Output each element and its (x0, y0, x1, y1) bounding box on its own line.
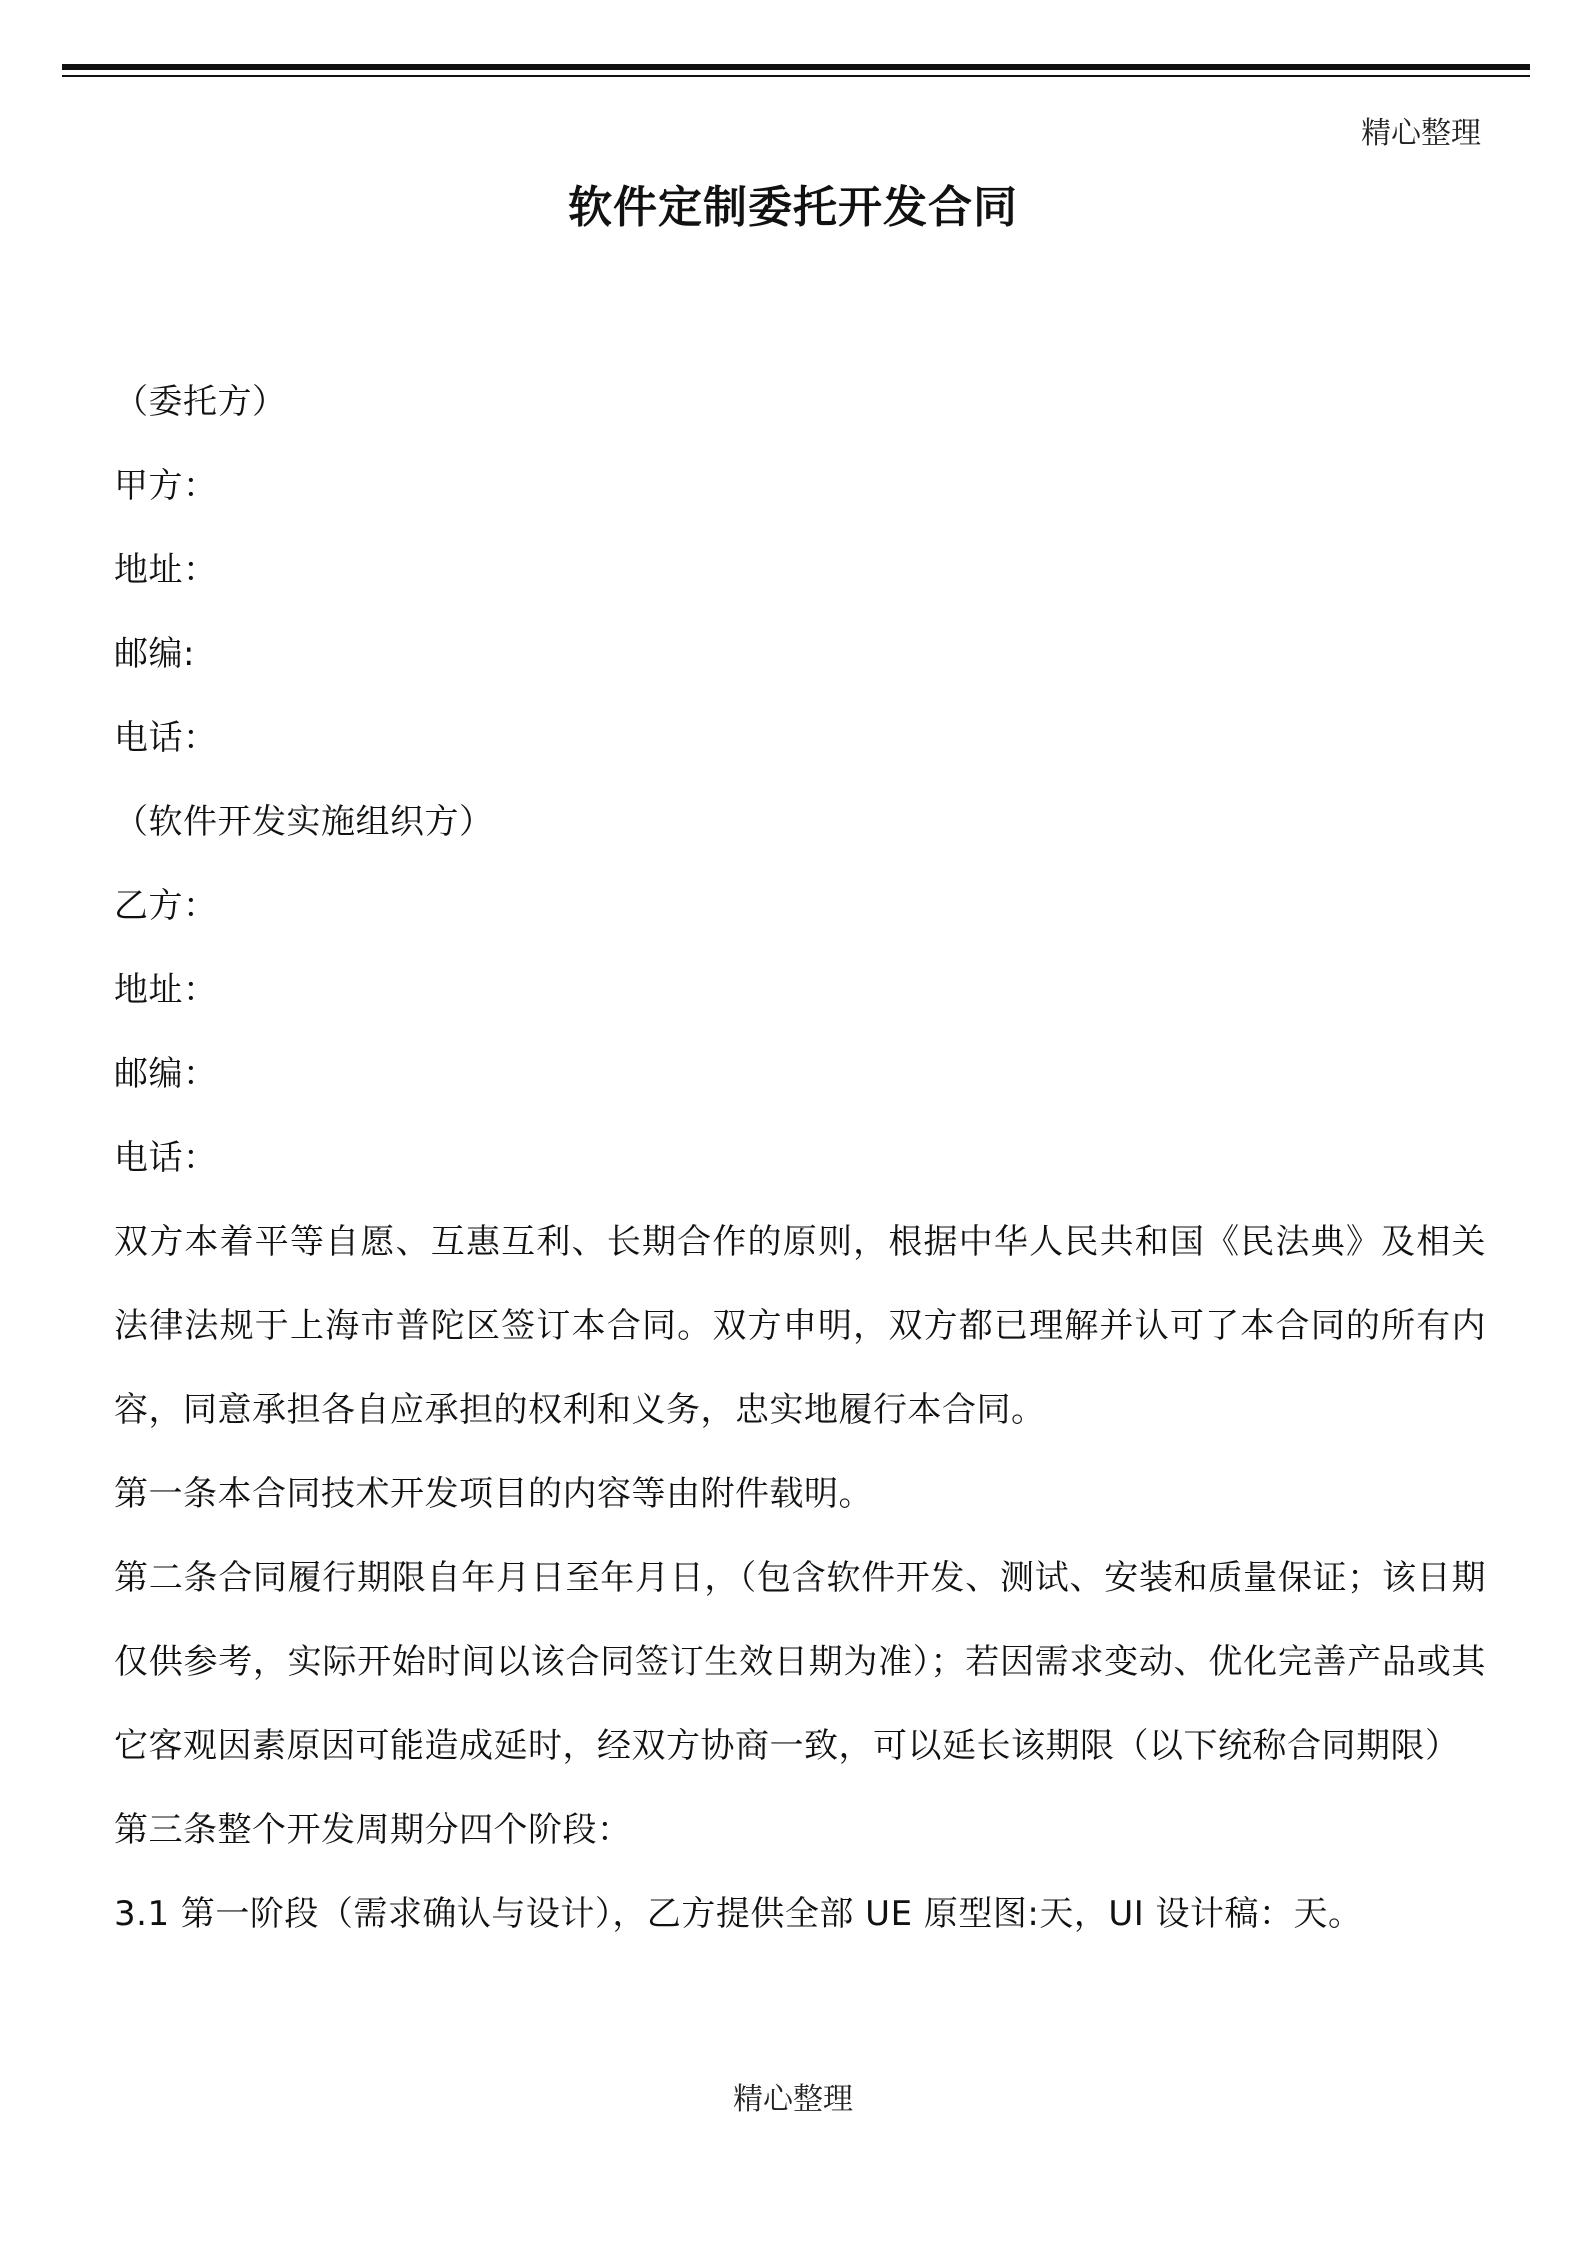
footer-note: 精心整理 (733, 2082, 853, 2117)
party-a-address-label: 地址： (114, 550, 218, 590)
header-rule-thin (62, 75, 1530, 77)
article-3: 第三条整个开发周期分四个阶段： (114, 1810, 632, 1850)
party-b-phone-label: 电话： (114, 1138, 218, 1178)
header-note: 精心整理 (1361, 116, 1481, 151)
document-body (114, 360, 1486, 1956)
header-rule-thick (62, 64, 1530, 70)
article-1: 第一条本合同技术开发项目的内容等由附件载明。 (114, 1474, 873, 1514)
party-a-name-label: 甲方： (114, 466, 218, 506)
party-b-address-label: 地址： (114, 970, 218, 1010)
party-a-role: （委托方） (114, 382, 287, 422)
party-b-name-label: 乙方： (114, 886, 218, 926)
party-b-postcode-label: 邮编： (114, 1054, 218, 1094)
document-title: 软件定制委托开发合同 (568, 182, 1018, 233)
party-b-role: （软件开发实施组织方） (114, 802, 494, 842)
preamble-paragraph: 双方本着平等自愿、互惠互利、长期合作的原则，根据中华人民共和国《民法典》及相关法律法规于上海市普陀区签订本合同。双方申明，双方都已理解并认可了本合同的所有内容，同意承担各自应承担的权利和义务，忠实地履行本合同。 (114, 1222, 1486, 1430)
article-2: 第二条合同履行期限自年月日至年月日，（包含软件开发、测试、安装和质量保证；该日期仅供参考，实际开始时间以该合同签订生效日期为准）；若因需求变动、优化完善产品或其它客观因素原因可能造成延时，经双方协商一致，可以延长该期限（以下统称合同期限） (114, 1558, 1486, 1766)
clause-3-1: 3.1 第一阶段（需求确认与设计），乙方提供全部 UE 原型图:天，UI 设计稿：天。 (114, 1894, 1363, 1934)
party-a-phone-label: 电话： (114, 718, 218, 758)
party-a-postcode-label: 邮编: (114, 634, 195, 674)
